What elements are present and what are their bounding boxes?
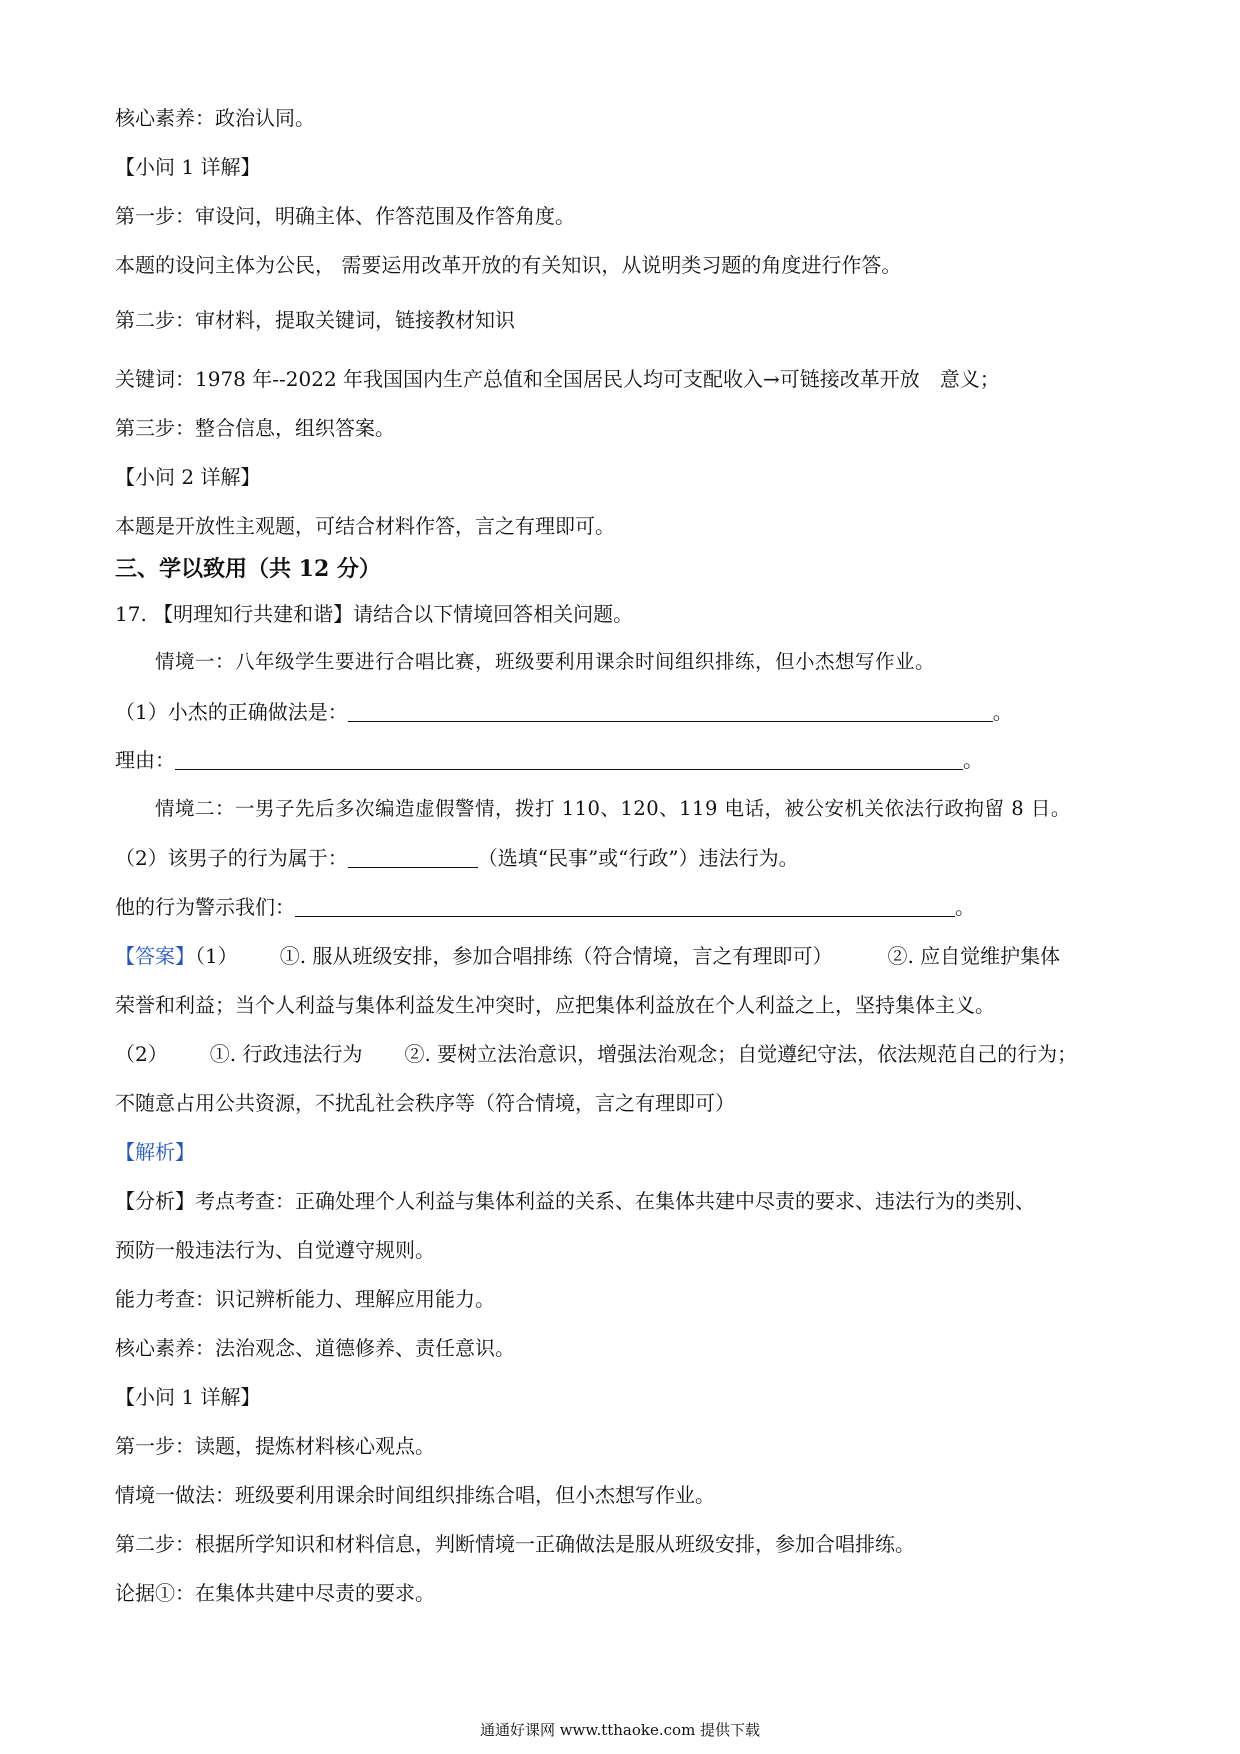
answer-blank[interactable] [295, 896, 955, 917]
text-line: 核心素养：法治观念、道德修养、责任意识。 [115, 1336, 515, 1360]
answer-blank[interactable] [348, 847, 478, 868]
question-2 [115, 845, 799, 871]
reason-prompt: 理由： [115, 748, 175, 772]
analysis-label: 【解析】 [115, 1140, 195, 1164]
answer-part: （1） [195, 944, 238, 968]
text-line: 第二步：根据所学知识和材料信息，判断情境一正确做法是服从班级安排，参加合唱排练。 [115, 1532, 915, 1556]
answer-line-3 [115, 1041, 1077, 1067]
punct: 。 [955, 895, 975, 919]
text-line: 第一步：读题，提炼材料核心观点。 [115, 1434, 435, 1458]
question-2-hint: （选填“民事”或“行政”）违法行为。 [477, 846, 799, 870]
text-line: 本题的设问主体为公民， 需要运用改革开放的有关知识，从说明类习题的角度进行作答。 [115, 253, 902, 277]
section-label: 【小问 1 详解】 [115, 155, 261, 179]
question-1 [115, 699, 1013, 725]
punct: 。 [963, 748, 983, 772]
text-line: 第三步：整合信息，组织答案。 [115, 416, 395, 440]
answer-line-2: 荣誉和利益；当个人利益与集体利益发生冲突时，应把集体利益放在个人利益之上，坚持集体主义。 [115, 993, 995, 1017]
answer-item: ①. 行政违法行为 [209, 1042, 363, 1066]
answer-label: 【答案】 [115, 944, 195, 968]
answer-line-1 [115, 943, 1060, 969]
text-line: 第一步：审设问，明确主体、作答范围及作答角度。 [115, 204, 575, 228]
punct: 。 [992, 700, 1013, 724]
answer-blank[interactable] [175, 749, 963, 770]
text-line: 能力考查：识记辨析能力、理解应用能力。 [115, 1287, 495, 1311]
answer-item: ②. 要树立法治意识，增强法治观念；自觉遵纪守法，依法规范自己的行为； [404, 1042, 1078, 1066]
question-1-prompt: （1）小杰的正确做法是： [115, 700, 348, 724]
section-label: 【小问 2 详解】 [115, 465, 261, 489]
question-2-prompt: （2）该男子的行为属于： [115, 846, 348, 870]
text-line: 关键词：1978 年--2022 年我国国内生产总值和全国居民人均可支配收入→可链接改革开放 意义； [115, 367, 1000, 391]
text-line: 第二步：审材料，提取关键词，链接教材知识 [115, 308, 515, 332]
warning-line [115, 894, 975, 920]
answer-item: ①. 服从班级安排，参加合唱排练（符合情境，言之有理即可） [279, 944, 833, 968]
answer-blank[interactable] [348, 701, 993, 722]
warning-prompt: 他的行为警示我们： [115, 895, 295, 919]
text-line: 情境一做法：班级要利用课余时间组织排练合唱，但小杰想写作业。 [115, 1483, 715, 1507]
answer-part: （2） [115, 1042, 168, 1066]
text-line: 预防一般违法行为、自觉遵守规则。 [115, 1238, 435, 1262]
section-label: 【小问 1 详解】 [115, 1385, 261, 1409]
question-17: 17. 【明理知行共建和谐】请结合以下情境回答相关问题。 [115, 602, 634, 626]
text-line: 论据①：在集体共建中尽责的要求。 [115, 1581, 435, 1605]
text-line: 核心素养：政治认同。 [115, 106, 315, 130]
answer-item: ②. 应自觉维护集体 [887, 944, 1061, 968]
scenario-2: 情境二：一男子先后多次编造虚假警情，拨打 110、120、119 电话，被公安机关依法行政拘留 8 日。 [155, 797, 1071, 820]
text-line: 【分析】考点考查：正确处理个人利益与集体利益的关系、在集体共建中尽责的要求、违法行为的类别、 [115, 1189, 1035, 1213]
section-heading: 三、学以致用（共 12 分） [115, 556, 381, 582]
answer-line-4: 不随意占用公共资源，不扰乱社会秩序等（符合情境，言之有理即可） [115, 1091, 735, 1115]
page-footer: 通通好课网 www.tthaoke.com 提供下载 [479, 1721, 761, 1739]
scenario-1: 情境一：八年级学生要进行合唱比赛，班级要利用课余时间组织排练，但小杰想写作业。 [155, 650, 936, 673]
reason-line [115, 747, 983, 773]
text-line: 本题是开放性主观题，可结合材料作答，言之有理即可。 [115, 514, 615, 538]
